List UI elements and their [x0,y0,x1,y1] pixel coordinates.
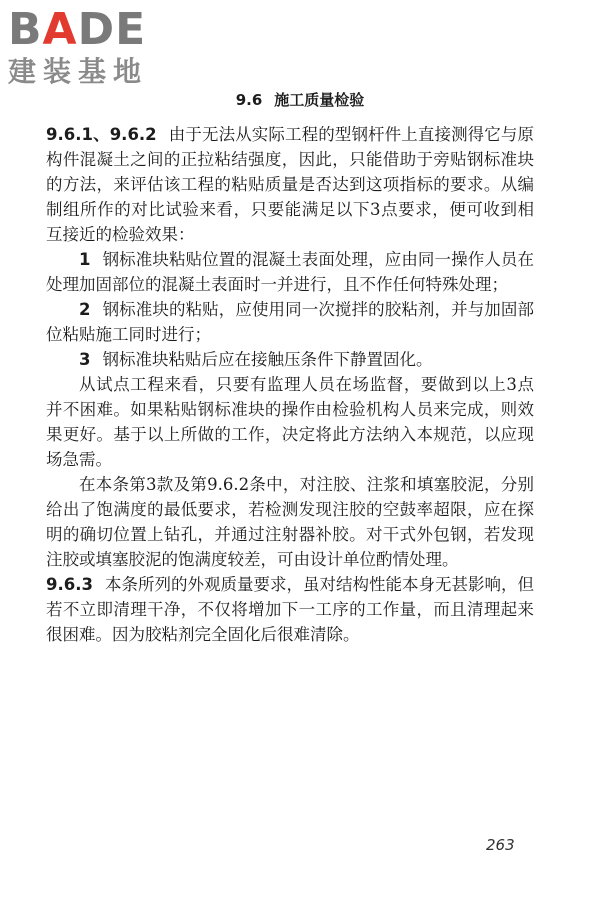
item-number: 1 [79,250,91,269]
list-item-2 [46,297,534,347]
body-text [46,122,534,647]
paragraph-clause-9-6-3 [46,572,534,647]
item-text: 钢标准块粘贴后应在接触压条件下静置固化。 [102,350,433,369]
logo-letter-b: B [8,4,43,55]
paragraph-pilot-project: 从试点工程来看，只要有监理人员在场监督，要做到以上3点并不困难。如果粘贴钢标准块的操作由检验机构人员来完成，则效果更好。基于以上所做的工作，决定将此方法纳入本规范，以应现场急需。 [46,375,534,469]
item-text: 钢标准块粘贴位置的混凝土表面处理，应由同一操作人员在处理加固部位的混凝土表面时一并进行，且不作任何特殊处理； [46,250,534,294]
paragraph-fullness-requirement: 在本条第3款及第9.6.2条中，对注胶、注浆和填塞胶泥，分别给出了饱满度的最低要求，若检测发现注胶的空鼓率超限，应在探明的确切位置上钻孔，并通过注射器补胶。对干式外包钢，若发现注胶或填塞胶泥的饱满度较差，可由设计单位酌情处理。 [46,475,534,569]
clause-number: 9.6.1、9.6.2 [46,125,157,144]
bade-logo [8,6,178,88]
list-item-1 [46,247,534,297]
logo-chinese-text: 建装基地 [8,55,149,88]
item-text: 钢标准块的粘贴，应使用同一次搅拌的胶粘剂，并与加固部位粘贴施工同时进行； [46,300,534,344]
page-number: 263 [486,836,515,854]
section-title: 施工质量检验 [274,91,365,109]
logo-wordmark [8,6,178,54]
item-number: 2 [79,300,91,319]
paragraph-text: 由于无法从实际工程的型钢杆件上直接测得它与原构件混凝土之间的正拉粘结强度，因此，只能借助于旁贴钢标准块的方法，来评估该工程的粘贴质量是否达到这项指标的要求。从编制组所作的对比试验来看，只要能满足以下3点要求，便可收到相互接近的检验效果： [46,125,534,244]
list-item-3 [46,347,534,372]
logo-letter-a: A [42,4,78,55]
item-number: 3 [79,350,91,369]
section-number: 9.6 [235,91,263,109]
logo-letters-de: DE [77,4,147,55]
paragraph-clause-9-6-1 [46,122,534,247]
section-heading [0,88,600,112]
paragraph-text: 本条所列的外观质量要求，虽对结构性能本身无甚影响，但若不立即清理干净，不仅将增加下一工序的工作量，而且清理起来很困难。因为胶粘剂完全固化后很难清除。 [46,575,534,644]
clause-number: 9.6.3 [46,575,93,594]
